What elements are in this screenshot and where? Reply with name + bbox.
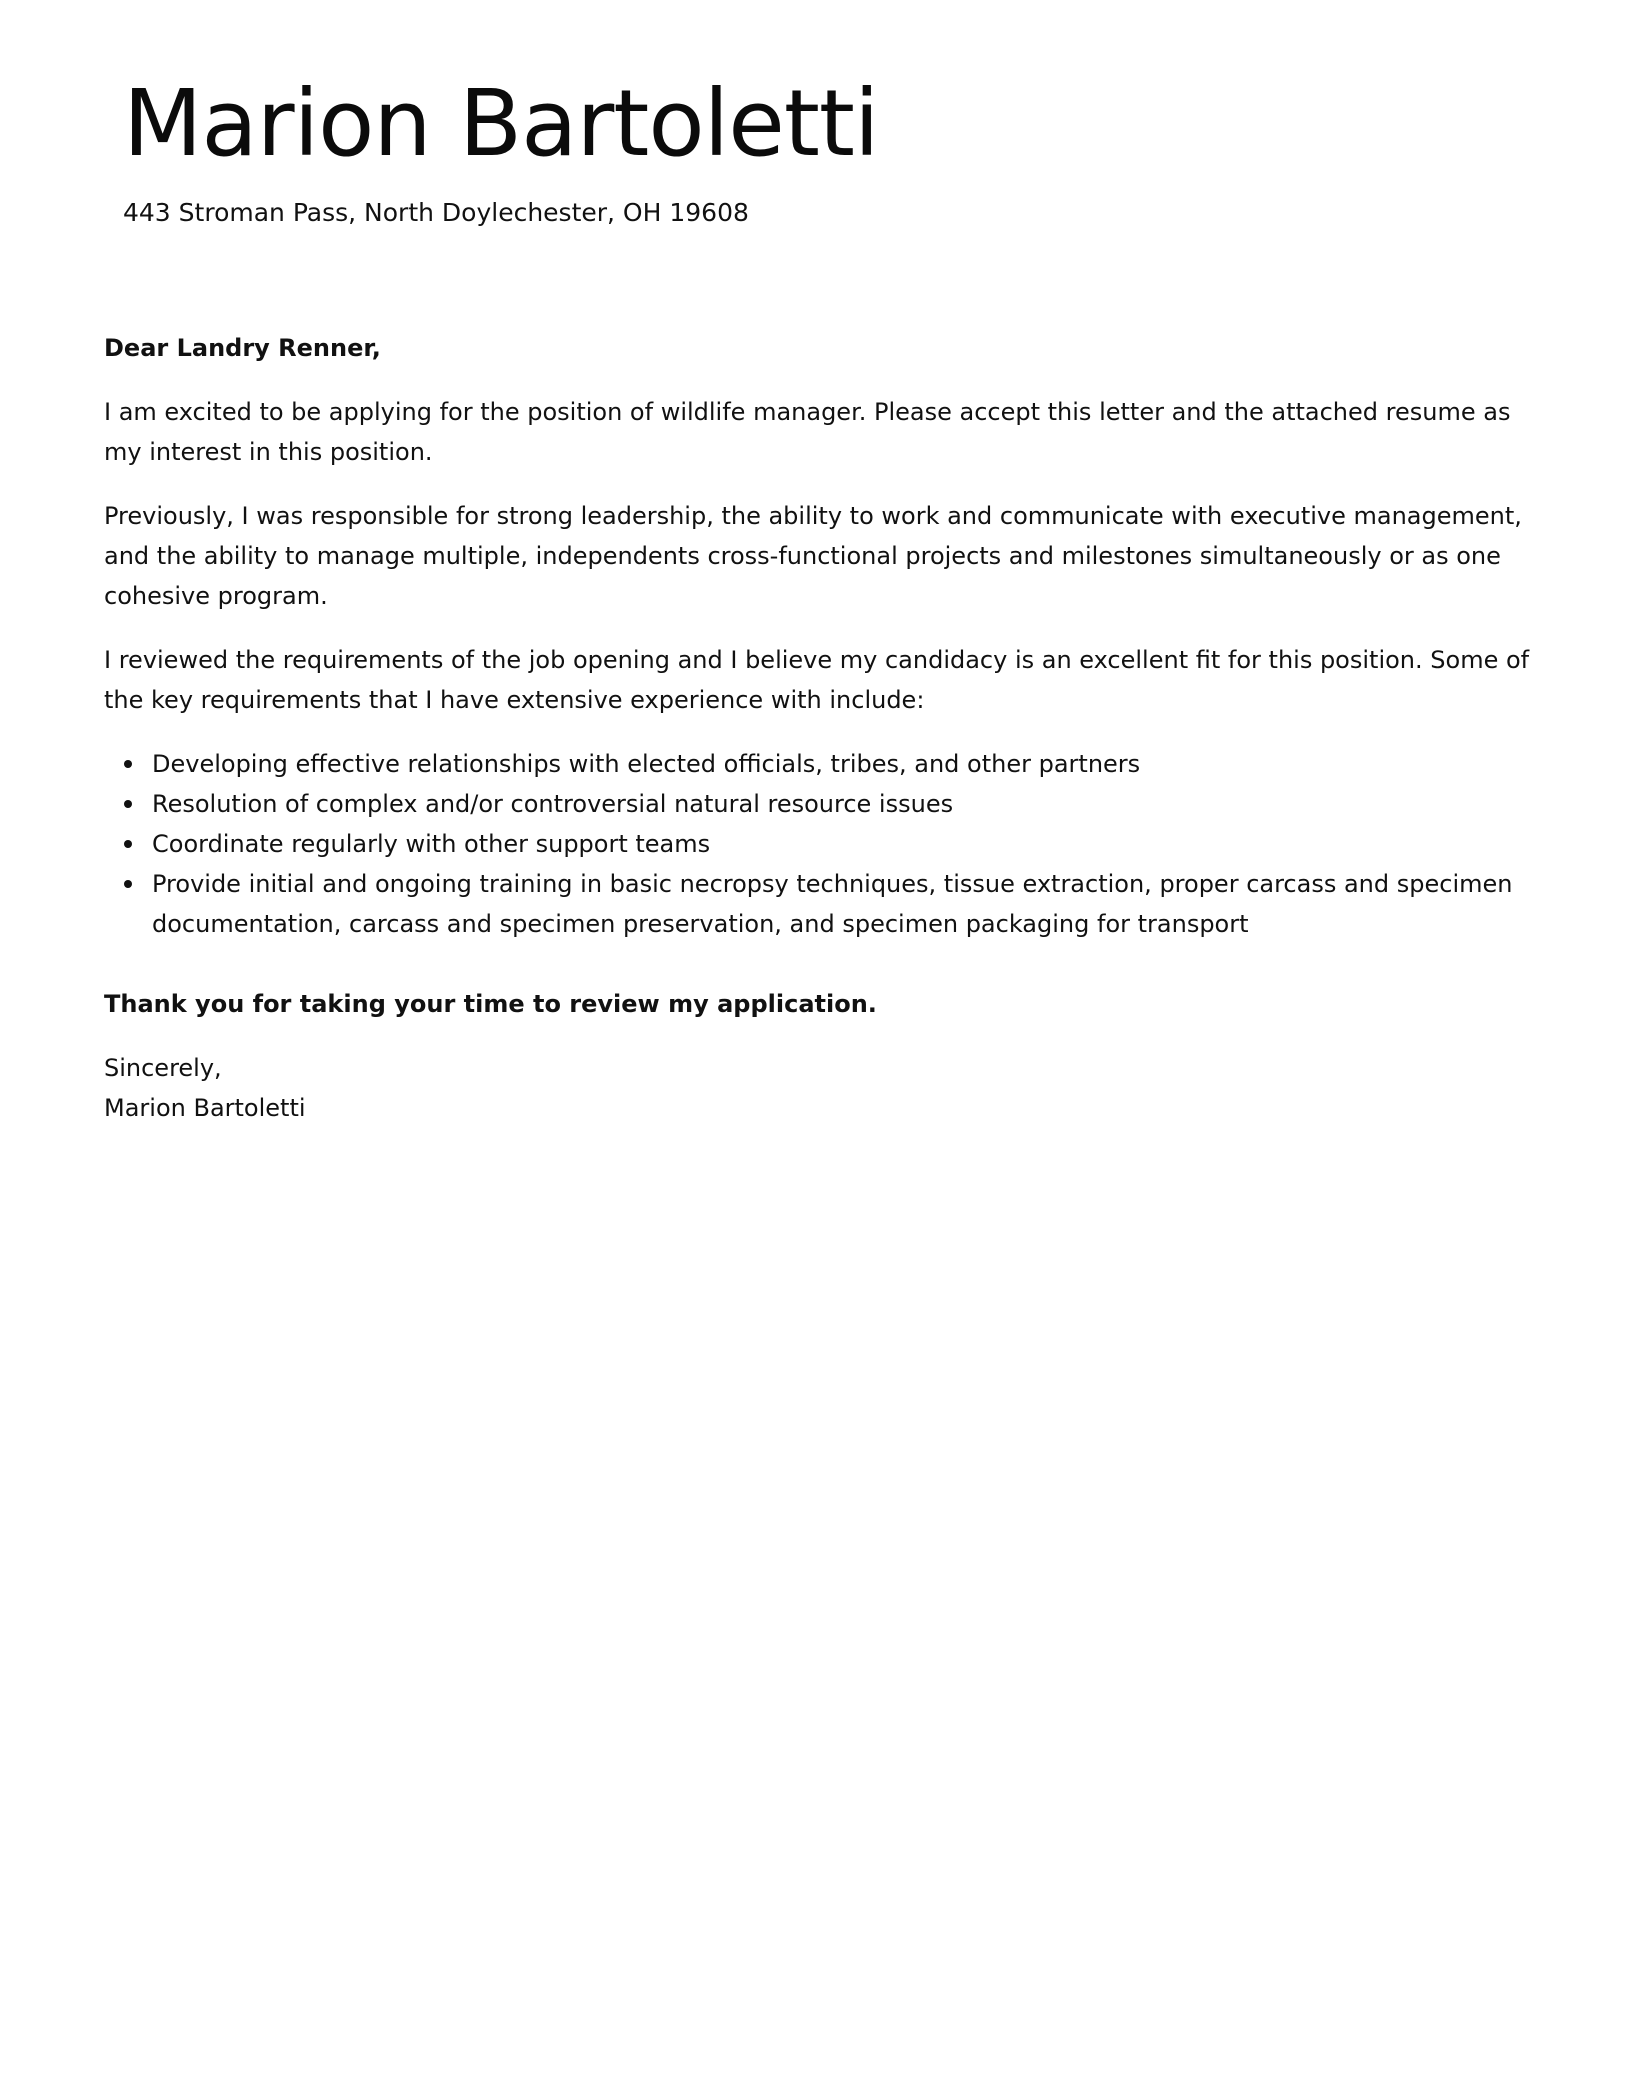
letter-header [123, 72, 1423, 231]
applicant-name: Marion Bartoletti [123, 70, 879, 177]
paragraph-intro: I am excited to be applying for the position of wildlife manager. Please accept this letter and the attached resume as my interest in this position. [104, 398, 1511, 466]
thanks-section [104, 984, 1534, 1024]
applicant-address: 443 Stroman Pass, North Doylechester, OH 19608 [123, 198, 749, 228]
list-item: Resolution of complex and/or controversial natural resource issues [152, 784, 1534, 824]
closing-block [104, 1048, 1534, 1128]
closing-word: Sincerely, [104, 1054, 222, 1082]
list-item: Coordinate regularly with other support teams [152, 824, 1534, 864]
paragraph-requirements: I reviewed the requirements of the job opening and I believe my candidacy is an excellent fit for this position. Some of the key requirements that I have extensive experience with include: [104, 646, 1530, 714]
signature-name: Marion Bartoletti [104, 1094, 306, 1122]
salutation: Dear Landry Renner, [104, 334, 381, 362]
requirements-list [104, 744, 1534, 944]
list-item: Developing effective relationships with elected officials, tribes, and other partners [152, 744, 1534, 784]
list-item: Provide initial and ongoing training in basic necropsy techniques, tissue extraction, proper carcass and specimen documentation, carcass and specimen preservation, and specimen packaging for transport [152, 864, 1534, 944]
letter-body [104, 328, 1534, 1128]
thank-you-line: Thank you for taking your time to review my application. [104, 990, 877, 1018]
paragraph-experience: Previously, I was responsible for strong leadership, the ability to work and communicate with executive management, and the ability to manage multiple, independents cross-functional projects and milestones simultaneously or as one cohesive program. [104, 502, 1522, 610]
